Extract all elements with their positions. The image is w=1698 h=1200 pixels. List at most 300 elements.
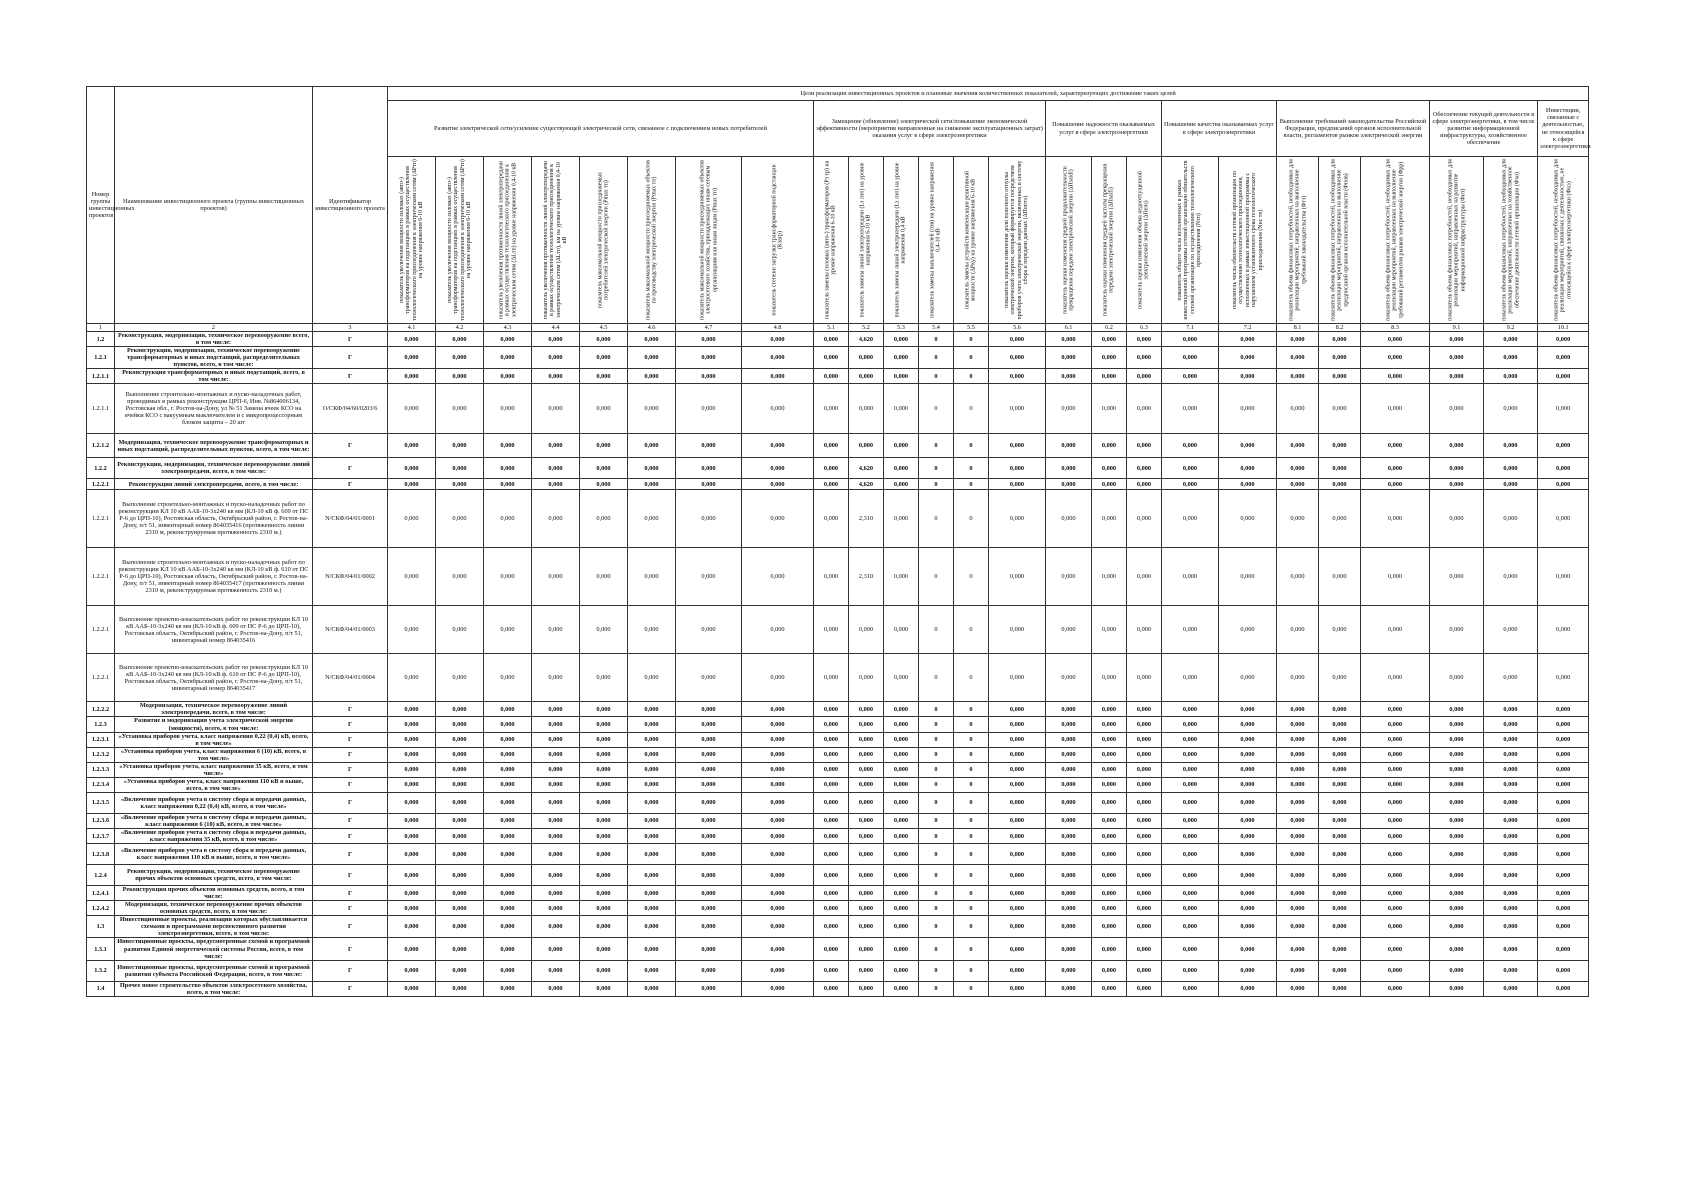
row-indicator-value: 0,000 <box>532 347 580 369</box>
row-indicator-value: 0,000 <box>1162 916 1219 938</box>
row-indicator-value: 0,000 <box>742 384 814 434</box>
row-indicator-value: 0,000 <box>1092 606 1127 654</box>
subheader-indicator-label: показатель объема финансовых потребностей, необходимых для реализации мероприятий, направленных на выполнение предписаний органов исполнительной власти (Фпов) <box>1329 159 1349 321</box>
row-indicator-value: 0,000 <box>1484 960 1538 981</box>
row-indicator-value: 0,000 <box>814 458 849 479</box>
row-indicator-value: 2,310 <box>849 548 884 606</box>
row-indicator-value: 0,000 <box>676 369 742 384</box>
row-indicator-value: 0,000 <box>814 347 849 369</box>
row-indicator-value: 0,000 <box>1277 865 1319 886</box>
row-indicator-value: 0,000 <box>1538 916 1589 938</box>
row-indicator-value: 0,000 <box>1484 938 1538 960</box>
column-index-cell: 7.2 <box>1219 324 1277 332</box>
row-indicator-value: 0,000 <box>742 654 814 702</box>
row-indicator-value: 0,000 <box>1484 813 1538 828</box>
row-indicator-value: 0,000 <box>1092 960 1127 981</box>
row-indicator-value: 0,000 <box>676 702 742 717</box>
row-indicator-value: 0,000 <box>1046 717 1092 732</box>
row-indicator-value: 0,000 <box>814 490 849 548</box>
subheader-indicator-label: показатель максимальной мощности присоединяемых объектов по производству электрической энергии (Pmax тп) <box>645 160 658 320</box>
row-indicator-value: 0,000 <box>1430 829 1484 844</box>
row-indicator-value: 0,000 <box>1046 490 1092 548</box>
column-index-cell: 7.1 <box>1162 324 1219 332</box>
row-indicator-value: 0,000 <box>742 981 814 996</box>
row-indicator-value: 0,000 <box>1538 747 1589 762</box>
row-indicator-value: 0,000 <box>849 777 884 792</box>
row-indicator-value: 0,000 <box>532 981 580 996</box>
row-indicator-value: 0,000 <box>580 434 628 458</box>
row-project-name: Реконструкция прочих объектов основных средств, всего, в том числе: <box>115 886 313 901</box>
row-indicator-value: 0,000 <box>1092 865 1127 886</box>
row-indicator-value: 0,000 <box>884 732 919 747</box>
row-project-name: «Установка приборов учета, класс напряжения 35 кВ, всего, в том числе» <box>115 762 313 777</box>
subheader-indicator <box>676 157 742 324</box>
row-indicator-value: 0,000 <box>989 347 1046 369</box>
row-indicator-value: 0,000 <box>1162 747 1219 762</box>
row-indicator-value: 0,000 <box>1361 717 1430 732</box>
row-indicator-value: 0,000 <box>814 981 849 996</box>
row-indicator-value: 0,000 <box>1127 792 1162 813</box>
subheader-indicator <box>1046 157 1092 324</box>
row-indicator-value: 0,000 <box>742 886 814 901</box>
row-indicator-value: 0,000 <box>884 332 919 347</box>
row-indicator-value: 0,000 <box>884 938 919 960</box>
row-number: 1.2.2.2 <box>87 702 115 717</box>
row-number: 1.2.3.2 <box>87 747 115 762</box>
row-indicator-value: 0,000 <box>1046 844 1092 865</box>
row-indicator-value: 0,000 <box>436 369 484 384</box>
table-row <box>87 762 1589 777</box>
row-indicator-value: 0,000 <box>1361 548 1430 606</box>
row-indicator-value: 0,000 <box>884 702 919 717</box>
row-indicator-value: 0,000 <box>884 458 919 479</box>
row-indicator-value: 0,000 <box>1277 606 1319 654</box>
row-project-name: Реконструкция, модернизация, техническое перевооружение трансформаторных и иных подстанций, распределительных пунктов, всего, в том числе: <box>115 347 313 369</box>
row-indicator-value: 0,000 <box>849 702 884 717</box>
subheader-indicator-label: показатель замены силовых (авто-) трансформаторов (Pз тр) на уровне напряжения 6-10 кВ <box>824 160 837 320</box>
table-row <box>87 792 1589 813</box>
row-indicator-value: 0,000 <box>388 886 436 901</box>
row-indicator-value: 0,000 <box>849 813 884 828</box>
row-indicator-value: 0,000 <box>742 732 814 747</box>
row-indicator-value: 0,000 <box>849 792 884 813</box>
row-project-name: Модернизация, техническое перевооружение прочих объектов основных средств, всего, в том числе: <box>115 901 313 916</box>
row-indicator-value: 0,000 <box>849 717 884 732</box>
row-number: 1.2.2.1 <box>87 654 115 702</box>
row-indicator-value: 0,000 <box>436 916 484 938</box>
row-indicator-value: 0,000 <box>989 981 1046 996</box>
row-indicator-value: 0,000 <box>849 981 884 996</box>
row-indicator-value: 0 <box>919 347 954 369</box>
subheader-indicator-label: показатель объема финансовых потребностей, необходимых для реализации мероприятий, направленных на развитие информационной инфраструктуры (Фит) <box>1446 159 1466 321</box>
row-project-id: Г <box>313 886 388 901</box>
row-indicator-value: 0,000 <box>1127 479 1162 490</box>
row-indicator-value: 0,000 <box>1046 332 1092 347</box>
table-row <box>87 901 1589 916</box>
row-indicator-value: 0,000 <box>628 548 676 606</box>
row-indicator-value: 0,000 <box>1127 702 1162 717</box>
row-indicator-value: 0,000 <box>388 916 436 938</box>
row-indicator-value: 0,000 <box>1219 458 1277 479</box>
row-indicator-value: 0,000 <box>580 901 628 916</box>
row-indicator-value: 0,000 <box>1361 762 1430 777</box>
row-indicator-value: 0 <box>954 606 989 654</box>
row-indicator-value: 0,000 <box>1319 960 1361 981</box>
row-indicator-value: 0,000 <box>1046 901 1092 916</box>
table-row <box>87 384 1589 434</box>
row-indicator-value: 0,000 <box>484 606 532 654</box>
row-indicator-value: 0,000 <box>1430 886 1484 901</box>
row-indicator-value: 0,000 <box>1127 829 1162 844</box>
row-indicator-value: 0,000 <box>580 717 628 732</box>
row-indicator-value: 0,000 <box>436 654 484 702</box>
row-number: 1.2.3.8 <box>87 844 115 865</box>
row-indicator-value: 0,000 <box>884 369 919 384</box>
row-project-name: «Включение приборов учета в систему сбора и передачи данных, класс напряжения 0,22 (0,4) кВ, всего, в том числе» <box>115 792 313 813</box>
row-indicator-value: 0 <box>954 717 989 732</box>
row-indicator-value: 0,000 <box>1484 702 1538 717</box>
row-indicator-value: 0,000 <box>742 960 814 981</box>
row-indicator-value: 0,000 <box>742 332 814 347</box>
row-indicator-value: 0,000 <box>580 458 628 479</box>
row-indicator-value: 0,000 <box>884 347 919 369</box>
row-indicator-value: 0,000 <box>1162 829 1219 844</box>
row-indicator-value: 0,000 <box>1127 747 1162 762</box>
row-indicator-value: 0,000 <box>1127 865 1162 886</box>
row-indicator-value: 0,000 <box>484 916 532 938</box>
subheader-indicator <box>436 157 484 324</box>
row-indicator-value: 0,000 <box>1277 981 1319 996</box>
row-indicator-value: 0,000 <box>1361 434 1430 458</box>
row-indicator-value: 0,000 <box>884 916 919 938</box>
subheader-indicator-wrap <box>438 157 481 323</box>
subheader-indicator-label: показатель увеличения протяженности линий электропередачи в рамках осуществления технологического присоединения к электрическим сетям (ΔLтп) на уровне напряжения 0,4-10 кВ <box>497 160 517 320</box>
row-indicator-value: 0,000 <box>1162 938 1219 960</box>
row-indicator-value: 0,000 <box>1092 702 1127 717</box>
row-indicator-value: 0,000 <box>1484 762 1538 777</box>
row-indicator-value: 0,000 <box>1046 916 1092 938</box>
row-indicator-value: 0,000 <box>1319 654 1361 702</box>
row-indicator-value: 0,000 <box>1319 762 1361 777</box>
row-project-id: Г <box>313 369 388 384</box>
row-indicator-value: 0,000 <box>676 901 742 916</box>
row-number: 1.2.3.5 <box>87 792 115 813</box>
row-indicator-value: 0,000 <box>1361 606 1430 654</box>
row-indicator-value: 0,000 <box>1538 479 1589 490</box>
row-indicator-value: 0,000 <box>989 916 1046 938</box>
row-indicator-value: 0,000 <box>436 702 484 717</box>
row-indicator-value: 0,000 <box>532 434 580 458</box>
row-indicator-value: 0,000 <box>1162 762 1219 777</box>
row-indicator-value: 0,000 <box>1361 490 1430 548</box>
row-indicator-value: 0,000 <box>1046 479 1092 490</box>
row-indicator-value: 0,000 <box>1484 732 1538 747</box>
row-indicator-value: 0 <box>919 732 954 747</box>
row-indicator-value: 0,000 <box>1430 548 1484 606</box>
row-indicator-value: 0,000 <box>849 347 884 369</box>
row-indicator-value: 0,000 <box>1277 479 1319 490</box>
row-indicator-value: 0,000 <box>1361 829 1430 844</box>
row-indicator-value: 0,000 <box>1430 792 1484 813</box>
subheader-indicator <box>1484 157 1538 324</box>
row-project-id: Г <box>313 777 388 792</box>
row-indicator-value: 0,000 <box>742 490 814 548</box>
row-indicator-value: 0,000 <box>989 732 1046 747</box>
row-indicator-value: 0,000 <box>1484 886 1538 901</box>
row-indicator-value: 0 <box>919 548 954 606</box>
row-indicator-value: 0,000 <box>1046 654 1092 702</box>
row-indicator-value: 0,000 <box>436 865 484 886</box>
row-number: 1.2.2.1 <box>87 548 115 606</box>
row-project-id: N/СКФ/04/01/0002 <box>313 548 388 606</box>
row-indicator-value: 0,000 <box>580 777 628 792</box>
row-indicator-value: 0 <box>919 479 954 490</box>
column-index-cell: 1 <box>87 324 115 332</box>
row-indicator-value: 0,000 <box>1430 702 1484 717</box>
row-indicator-value: 0,000 <box>532 490 580 548</box>
row-number: 1.2.2.1 <box>87 479 115 490</box>
column-index-cell: 8.3 <box>1361 324 1430 332</box>
row-indicator-value: 0,000 <box>989 490 1046 548</box>
row-indicator-value: 0,000 <box>1538 938 1589 960</box>
row-indicator-value: 0 <box>919 792 954 813</box>
row-indicator-value: 0,000 <box>1219 479 1277 490</box>
row-indicator-value: 0,000 <box>580 332 628 347</box>
row-number: 1.3.2 <box>87 960 115 981</box>
row-indicator-value: 0,000 <box>628 813 676 828</box>
row-indicator-value: 0,000 <box>1046 938 1092 960</box>
row-indicator-value: 0,000 <box>676 829 742 844</box>
row-indicator-value: 0,000 <box>1361 702 1430 717</box>
row-indicator-value: 0,000 <box>1162 654 1219 702</box>
table-row <box>87 844 1589 865</box>
row-indicator-value: 0,000 <box>484 702 532 717</box>
row-indicator-value: 0,000 <box>1092 747 1127 762</box>
investment-program-table <box>86 86 1589 997</box>
table-row <box>87 490 1589 548</box>
row-project-id: N/СКФ/04/01/0004 <box>313 654 388 702</box>
row-indicator-value: 0,000 <box>676 332 742 347</box>
subheader-indicator-label: показатель оценки изменения средней частоты прекращения передачи электрической энергии (ΔПsaifi) <box>1102 163 1115 317</box>
row-indicator-value: 0,000 <box>1538 777 1589 792</box>
row-indicator-value: 0,000 <box>742 548 814 606</box>
row-indicator-value: 0,000 <box>1162 702 1219 717</box>
row-indicator-value: 0,000 <box>989 479 1046 490</box>
row-indicator-value: 0 <box>954 384 989 434</box>
row-indicator-value: 0,000 <box>884 981 919 996</box>
row-indicator-value: 0 <box>919 747 954 762</box>
row-indicator-value: 0,000 <box>484 762 532 777</box>
row-indicator-value: 0,000 <box>884 479 919 490</box>
table-row <box>87 960 1589 981</box>
row-indicator-value: 0,000 <box>484 332 532 347</box>
row-indicator-value: 0,000 <box>1277 916 1319 938</box>
row-indicator-value: 0,000 <box>1046 792 1092 813</box>
row-indicator-value: 0,000 <box>1127 732 1162 747</box>
row-indicator-value: 0,000 <box>1046 747 1092 762</box>
row-indicator-value: 0,000 <box>1538 865 1589 886</box>
row-indicator-value: 0,000 <box>1127 384 1162 434</box>
subheader-indicator-label: показатель максимальной мощности присоединяемых объектов электросетевого хозяйства, принадлежащих иным сетевым организациям или иным лицам (Pmax тп) <box>698 160 718 320</box>
row-indicator-value: 0,000 <box>1277 813 1319 828</box>
row-indicator-value: 0,000 <box>742 844 814 865</box>
column-index-cell: 4.3 <box>484 324 532 332</box>
row-indicator-value: 0,000 <box>814 717 849 732</box>
subheader-indicator-wrap <box>1486 157 1535 323</box>
row-indicator-value: 0,000 <box>580 606 628 654</box>
row-indicator-value: 0,000 <box>1430 747 1484 762</box>
row-indicator-value: 0,000 <box>1277 747 1319 762</box>
row-indicator-value: 0,000 <box>1277 901 1319 916</box>
row-indicator-value: 0,000 <box>849 384 884 434</box>
row-indicator-value: 0,000 <box>628 829 676 844</box>
row-indicator-value: 0,000 <box>436 747 484 762</box>
row-indicator-value: 0,000 <box>1092 938 1127 960</box>
row-indicator-value: 0,000 <box>1484 747 1538 762</box>
row-indicator-value: 0,000 <box>1219 916 1277 938</box>
row-project-name: Реконструкция, модернизация, техническое перевооружение всего, в том числе: <box>115 332 313 347</box>
row-indicator-value: 0,000 <box>580 792 628 813</box>
row-indicator-value: 0,000 <box>1092 732 1127 747</box>
subheader-indicator-wrap <box>1094 157 1124 323</box>
row-indicator-value: 0,000 <box>1162 606 1219 654</box>
row-indicator-value: 0,000 <box>1319 777 1361 792</box>
row-indicator-value: 0,000 <box>1484 606 1538 654</box>
row-indicator-value: 0,000 <box>1219 747 1277 762</box>
row-indicator-value: 0,000 <box>1219 548 1277 606</box>
subheader-indicator <box>884 157 919 324</box>
row-indicator-value: 0,000 <box>1127 606 1162 654</box>
subheader-indicator-wrap <box>851 157 881 323</box>
row-number: 1.4 <box>87 981 115 996</box>
row-indicator-value: 0,000 <box>1430 901 1484 916</box>
row-indicator-value: 0,000 <box>628 981 676 996</box>
row-indicator-value: 0,000 <box>1219 762 1277 777</box>
column-index-cell: 8.1 <box>1277 324 1319 332</box>
row-indicator-value: 0,000 <box>532 960 580 981</box>
row-indicator-value: 0,000 <box>580 747 628 762</box>
row-project-id: N/СКФ/04/01/0003 <box>313 606 388 654</box>
row-indicator-value: 0,000 <box>1127 717 1162 732</box>
row-project-name: Реконструкция линий электропередачи, всего, в том числе: <box>115 479 313 490</box>
subheader-indicator-wrap <box>1321 157 1358 323</box>
row-indicator-value: 0,000 <box>1219 829 1277 844</box>
row-indicator-value: 0,000 <box>1277 369 1319 384</box>
subheader-indicator-label: показатель объема финансовых потребностей, необходимых для реализации мероприятий, направленных на выполнение требований регламентов рынков электрической энергии (Фрр) <box>1385 159 1405 321</box>
subheader-indicator-wrap <box>390 157 433 323</box>
row-indicator-value: 0,000 <box>628 479 676 490</box>
row-indicator-value: 0,000 <box>436 732 484 747</box>
row-indicator-value: 0,000 <box>1319 981 1361 996</box>
row-indicator-value: 0,000 <box>676 434 742 458</box>
row-number: 1.2.3.1 <box>87 732 115 747</box>
row-indicator-value: 0 <box>954 332 989 347</box>
row-indicator-value: 0,000 <box>989 865 1046 886</box>
row-indicator-value: 0,000 <box>1219 384 1277 434</box>
row-indicator-value: 0,000 <box>1046 762 1092 777</box>
row-project-id: N/СКФ/04/01/0001 <box>313 490 388 548</box>
subheader-indicator-label: показатель увеличения протяженности линий электропередачи в рамках осуществления технологического присоединения к электрическим сетям (ΔLтп), км на уровне напряжения 0,4-10 кВ <box>542 160 568 320</box>
row-indicator-value: 0 <box>954 347 989 369</box>
row-indicator-value: 0,000 <box>742 916 814 938</box>
row-indicator-value: 0,000 <box>436 458 484 479</box>
row-indicator-value: 0,000 <box>676 747 742 762</box>
row-indicator-value: 0,000 <box>989 747 1046 762</box>
row-indicator-value: 0,000 <box>484 813 532 828</box>
row-indicator-value: 0,000 <box>484 886 532 901</box>
row-indicator-value: 0,000 <box>814 886 849 901</box>
row-indicator-value: 0,000 <box>1319 347 1361 369</box>
header-group-legislation: Выполнение требований законодательства Российской Федерации, предписаний органов исполнительной власти, регламентов рынков электрической энергии <box>1277 101 1430 157</box>
row-indicator-value: 0,000 <box>1430 865 1484 886</box>
row-indicator-value: 0,000 <box>989 369 1046 384</box>
row-indicator-value: 0,000 <box>532 702 580 717</box>
row-indicator-value: 0,000 <box>436 960 484 981</box>
subheader-indicator-label: показатель замены устройств компенсации реактивной мощности (ΔPку) на уровне напряжения 6-10 кВ <box>964 170 977 310</box>
row-indicator-value: 0,000 <box>1484 347 1538 369</box>
row-indicator-value: 0,000 <box>1538 901 1589 916</box>
column-index-cell: 4.4 <box>532 324 580 332</box>
row-indicator-value: 0,000 <box>1361 916 1430 938</box>
row-project-id: Г <box>313 813 388 828</box>
row-indicator-value: 0,000 <box>1162 479 1219 490</box>
row-indicator-value: 0,000 <box>388 434 436 458</box>
row-project-name: Инвестиционные проекты, реализация которых обуславливается схемами и программами перспективного развития электроэнергетики, всего, в том числе: <box>115 916 313 938</box>
subheader-indicator-label: показатель оценки изменения объема недоотпущенной электрической энергии (ΔПens) <box>1137 171 1150 309</box>
subheader-indicator-wrap <box>1164 157 1216 323</box>
row-indicator-value: 0,000 <box>676 916 742 938</box>
row-indicator-value: 0,000 <box>1162 865 1219 886</box>
table-row <box>87 886 1589 901</box>
row-indicator-value: 0,000 <box>1319 548 1361 606</box>
row-indicator-value: 0,000 <box>1127 332 1162 347</box>
row-indicator-value: 0,000 <box>1092 434 1127 458</box>
row-indicator-value: 0,000 <box>742 434 814 458</box>
row-indicator-value: 0,000 <box>436 938 484 960</box>
header-project-id: Идентификатор инвестиционного проекта <box>313 87 388 324</box>
row-indicator-value: 0 <box>919 844 954 865</box>
subheader-indicator <box>989 157 1046 324</box>
row-indicator-value: 4,620 <box>849 458 884 479</box>
row-indicator-value: 0,000 <box>1319 792 1361 813</box>
row-indicator-value: 0,000 <box>1484 901 1538 916</box>
row-indicator-value: 0,000 <box>1092 369 1127 384</box>
column-index-cell: 10.1 <box>1538 324 1589 332</box>
row-indicator-value: 0,000 <box>628 717 676 732</box>
subheader-indicator-label: показатель замены линий электропередачи (Lз лэп) на уровне напряжения 0,4 кВ <box>894 162 907 318</box>
row-indicator-value: 0,000 <box>1127 490 1162 548</box>
row-indicator-value: 0,000 <box>742 938 814 960</box>
table-row <box>87 434 1589 458</box>
row-indicator-value: 0,000 <box>1430 347 1484 369</box>
row-indicator-value: 0,000 <box>484 938 532 960</box>
row-indicator-value: 0,000 <box>388 844 436 865</box>
row-indicator-value: 0,000 <box>1092 829 1127 844</box>
subheader-indicator <box>1430 157 1484 324</box>
row-indicator-value: 0 <box>954 732 989 747</box>
row-indicator-value: 0,000 <box>1484 548 1538 606</box>
header-project-name: Наименование инвестиционного проекта (группы инвестиционных проектов) <box>115 87 313 324</box>
table-row <box>87 702 1589 717</box>
row-project-id: Г <box>313 347 388 369</box>
row-indicator-value: 0,000 <box>1092 981 1127 996</box>
row-indicator-value: 0,000 <box>628 347 676 369</box>
row-indicator-value: 0,000 <box>436 548 484 606</box>
row-indicator-value: 0,000 <box>580 762 628 777</box>
row-indicator-value: 0,000 <box>1430 606 1484 654</box>
row-indicator-value: 0,000 <box>1538 762 1589 777</box>
column-index-cell: 5.4 <box>919 324 954 332</box>
